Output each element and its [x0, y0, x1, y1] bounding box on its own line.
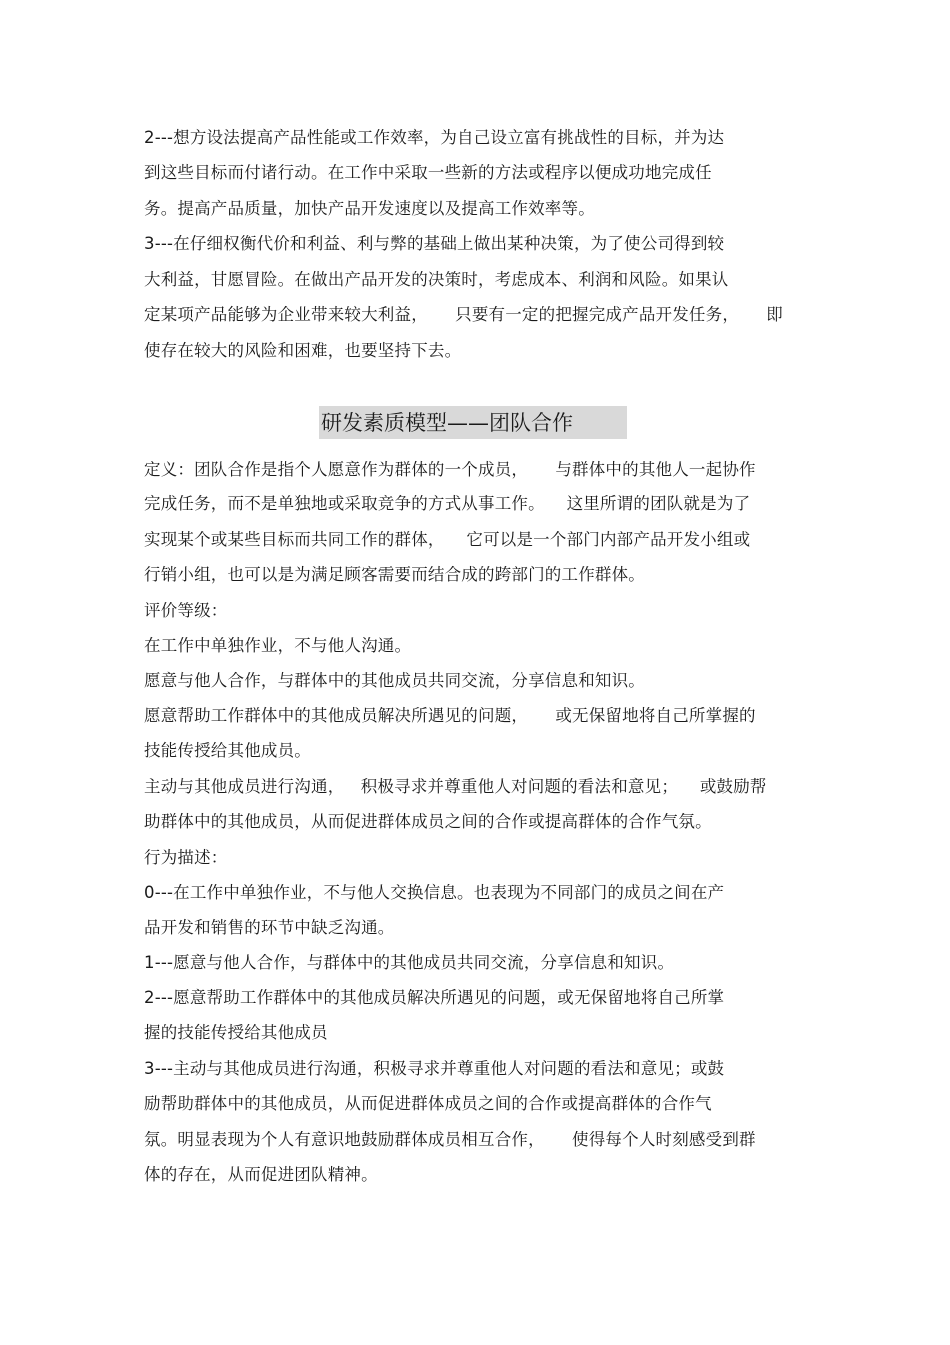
text-line: 定某项产品能够为企业带来较大利益， 只要有一定的把握完成产品开发任务， 即: [144, 305, 783, 324]
text-line: 体的存在，从而促进团队精神。: [144, 1165, 378, 1184]
section-heading: 研发素质模型——团队合作: [321, 411, 573, 435]
text-line: 握的技能传授给其他成员: [144, 1023, 328, 1042]
text-line: 品开发和销售的环节中缺乏沟通。: [144, 918, 395, 937]
text-line: 定义：团队合作是指个人愿意作为群体的一个成员， 与群体中的其他人一起协作: [144, 460, 756, 479]
text-line: 2---愿意帮助工作群体中的其他成员解决所遇见的问题，或无保留地将自己所掌: [144, 988, 725, 1007]
text-line: 技能传授给其他成员。: [144, 741, 311, 760]
text-line: 行销小组，也可以是为满足顾客需要而结合成的跨部门的工作群体。: [144, 565, 645, 584]
text-line: 行为描述：: [144, 848, 228, 867]
text-line: 愿意与他人合作，与群体中的其他成员共同交流，分享信息和知识。: [144, 671, 645, 690]
text-line: 评价等级：: [144, 601, 228, 620]
text-line: 务。提高产品质量，加快产品开发速度以及提高工作效率等。: [144, 199, 595, 218]
text-line: 氛。明显表现为个人有意识地鼓励群体成员相互合作， 使得每个人时刻感受到群: [144, 1130, 756, 1149]
text-line: 到这些目标而付诸行动。在工作中采取一些新的方法或程序以便成功地完成任: [144, 163, 712, 182]
text-line: 助群体中的其他成员，从而促进群体成员之间的合作或提高群体的合作气氛。: [144, 812, 712, 831]
text-line: 完成任务，而不是单独地或采取竞争的方式从事工作。 这里所谓的团队就是为了: [144, 494, 751, 513]
text-line: 3---在仔细权衡代价和利益、利与弊的基础上做出某种决策，为了使公司得到较: [144, 234, 725, 253]
text-line: 2---想方设法提高产品性能或工作效率，为自己设立富有挑战性的目标，并为达: [144, 128, 725, 147]
text-line: 1---愿意与他人合作，与群体中的其他成员共同交流，分享信息和知识。: [144, 953, 675, 972]
text-line: 实现某个或某些目标而共同工作的群体， 它可以是一个部门内部产品开发小组或: [144, 530, 751, 549]
text-line: 在工作中单独作业，不与他人沟通。: [144, 636, 412, 655]
text-line: 0---在工作中单独作业，不与他人交换信息。也表现为不同部门的成员之间在产: [144, 883, 725, 902]
text-line: 主动与其他成员进行沟通， 积极寻求并尊重他人对问题的看法和意见； 或鼓励帮: [144, 777, 767, 796]
text-line: 愿意帮助工作群体中的其他成员解决所遇见的问题， 或无保留地将自己所掌握的: [144, 706, 756, 725]
text-line: 大利益，甘愿冒险。在做出产品开发的决策时，考虑成本、利润和风险。如果认: [144, 270, 729, 289]
text-line: 使存在较大的风险和困难，也要坚持下去。: [144, 341, 462, 360]
text-line: 3---主动与其他成员进行沟通，积极寻求并尊重他人对问题的看法和意见；或鼓: [144, 1059, 725, 1078]
text-line: 励帮助群体中的其他成员，从而促进群体成员之间的合作或提高群体的合作气: [144, 1094, 712, 1113]
